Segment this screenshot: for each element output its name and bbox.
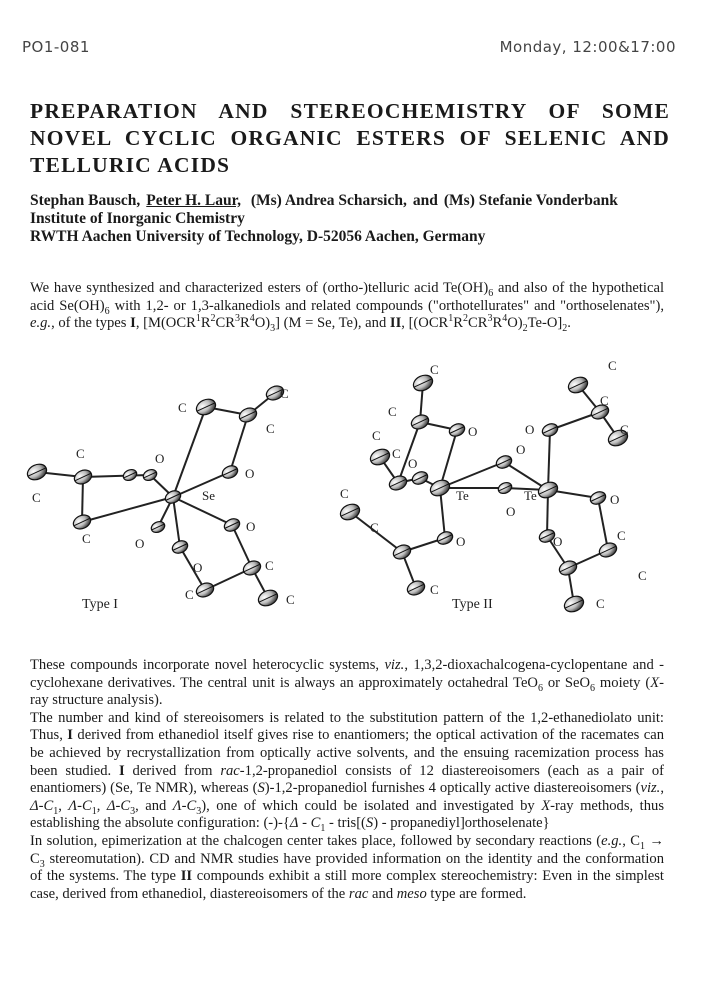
atom-label: C <box>430 362 439 377</box>
atom-label: Te <box>456 488 469 503</box>
atom-label: Se <box>202 488 215 503</box>
type-ii-caption: Type II <box>452 597 493 612</box>
molecular-structures-figure <box>20 350 696 630</box>
paragraph-epimerization: In solution, epimerization at the chalcogen center takes place, followed by secondary reactions (e.g., $C_1 \to C_3$ stereomutation). CD and NMR studies have provided information on the identity and the conformation of the systems. The type II compounds exhibit a still more complex stereochemistry: Even in the simplest case, derived from ethanediol, diastereoisomers of the rac and meso type are formed. <box>30 832 665 902</box>
atom-label: O <box>516 442 526 457</box>
bond <box>440 430 457 488</box>
atom-label: C <box>617 528 626 543</box>
atom-label: C <box>185 587 194 602</box>
atom-label: O <box>553 534 563 549</box>
author-block <box>30 192 664 246</box>
atom-label: O <box>408 456 418 471</box>
bond <box>173 407 206 497</box>
author-conjunction: and <box>412 192 438 209</box>
session-time: Monday, 12:00&17:00 <box>499 38 676 56</box>
atom-label: O <box>193 560 203 575</box>
atom-label: C <box>388 404 397 419</box>
bond <box>548 430 550 490</box>
atom-label: C <box>600 393 609 408</box>
atom-label: C <box>370 520 379 535</box>
atom-label: C <box>340 486 349 501</box>
type-ii-molecule <box>338 358 647 615</box>
atom-label: C <box>430 582 439 597</box>
author-3: (Ms) Andrea Scharsich, <box>250 192 407 209</box>
atom-label: C <box>280 386 289 401</box>
atom-label: C <box>82 531 91 546</box>
atom-label: O <box>506 504 516 519</box>
discussion-text <box>30 657 664 903</box>
atom-label: O <box>456 534 466 549</box>
atom-label: C <box>286 592 295 607</box>
atom-label: C <box>596 596 605 611</box>
atom-label: C <box>638 568 647 583</box>
intro-paragraph: We have synthesized and characterized esters of (ortho-)telluric acid $Te(OH)_6$ and also of the hypothetical acid $Se(OH)_6$ with 1,2- or 1,3-alkanediols and related compounds ("orthotellurates" and "orthoselenates"), e.g., of the types I, $[M(OCR^1R^2CR^3R^4O)_3] (M = Se$, Te), and II, $[(OCR^1R^2CR^3R^4O)_2Te-O]_2$. <box>30 280 664 335</box>
institute: Institute of Inorganic Chemistry <box>30 210 245 227</box>
atom-label: C <box>178 400 187 415</box>
bond <box>598 498 608 550</box>
atom-label: O <box>525 422 535 437</box>
atom-label: O <box>135 536 145 551</box>
bond <box>82 497 173 522</box>
atom-label: O <box>468 424 478 439</box>
atom-label: C <box>32 490 41 505</box>
paragraph-heterocycles: These compounds incorporate novel heterocyclic systems, viz., 1,3,2-dioxachalcogena-cyclopentane and -cyclohexane derivatives. The central unit is always an approximately octahedral TeO$_6$ or SeO$_6$ moiety (X-ray structure analysis). <box>30 657 664 709</box>
atom-label: C <box>76 446 85 461</box>
poster-code: PO1-081 <box>22 38 90 56</box>
abstract-title: PREPARATION AND STEREOCHEMISTRY OF SOME NOVEL CYCLIC ORGANIC ESTERS OF SELENIC AND TELLURIC ACIDS <box>30 99 670 177</box>
atom-label: O <box>246 519 256 534</box>
atom-label: O <box>245 466 255 481</box>
atom-label: C <box>608 358 617 373</box>
author-1: Stephan Bausch, <box>30 192 141 209</box>
atom-label: C <box>372 428 381 443</box>
author-2-presenting: Peter H. Laur, <box>146 192 241 209</box>
atom-label: C <box>265 558 274 573</box>
university: RWTH Aachen University of Technology, D-52056 Aachen, Germany <box>30 228 486 245</box>
atom-label: C <box>266 421 275 436</box>
type-i-caption: Type I <box>82 597 118 612</box>
atom-label: Te <box>524 488 537 503</box>
paragraph-stereoisomers: The number and kind of stereoisomers is related to the substitution pattern of the 1,2-ethanediolato unit: Thus, I derived from ethanediol itself gives rise to enantiomers; the optical activation of the racemates can be achieved by recrystallization from optically active solvents, and the ensuing racemization process has been studied. I derived from rac-1,2-propanediol consists of 12 diastereoisomers (each as a pair of enantiomers) (Se, Te NMR), whereas (S)-1,2-propanediol furnishes 4 optically active diastereoisomers (viz., $\Delta-C_1$, $\Lambda-C_1$, $\Delta-C_3$, and $\Lambda-C_3$), one of which could be isolated and investigated by X-ray methods, thus establishing the absolute configuration: $(-)-\{\Delta - C_1$ - tris[(S) - propanediyl]orthoselenate} <box>30 709 664 835</box>
bond <box>173 497 180 547</box>
type-i-molecule <box>25 383 295 608</box>
bond <box>83 475 150 477</box>
atom-label: O <box>610 492 620 507</box>
atom-label: C <box>620 422 629 437</box>
atom-label: O <box>155 451 165 466</box>
atom-label: C <box>392 446 401 461</box>
bond <box>230 415 248 472</box>
author-4: (Ms) Stefanie Vonderbank <box>443 192 618 209</box>
